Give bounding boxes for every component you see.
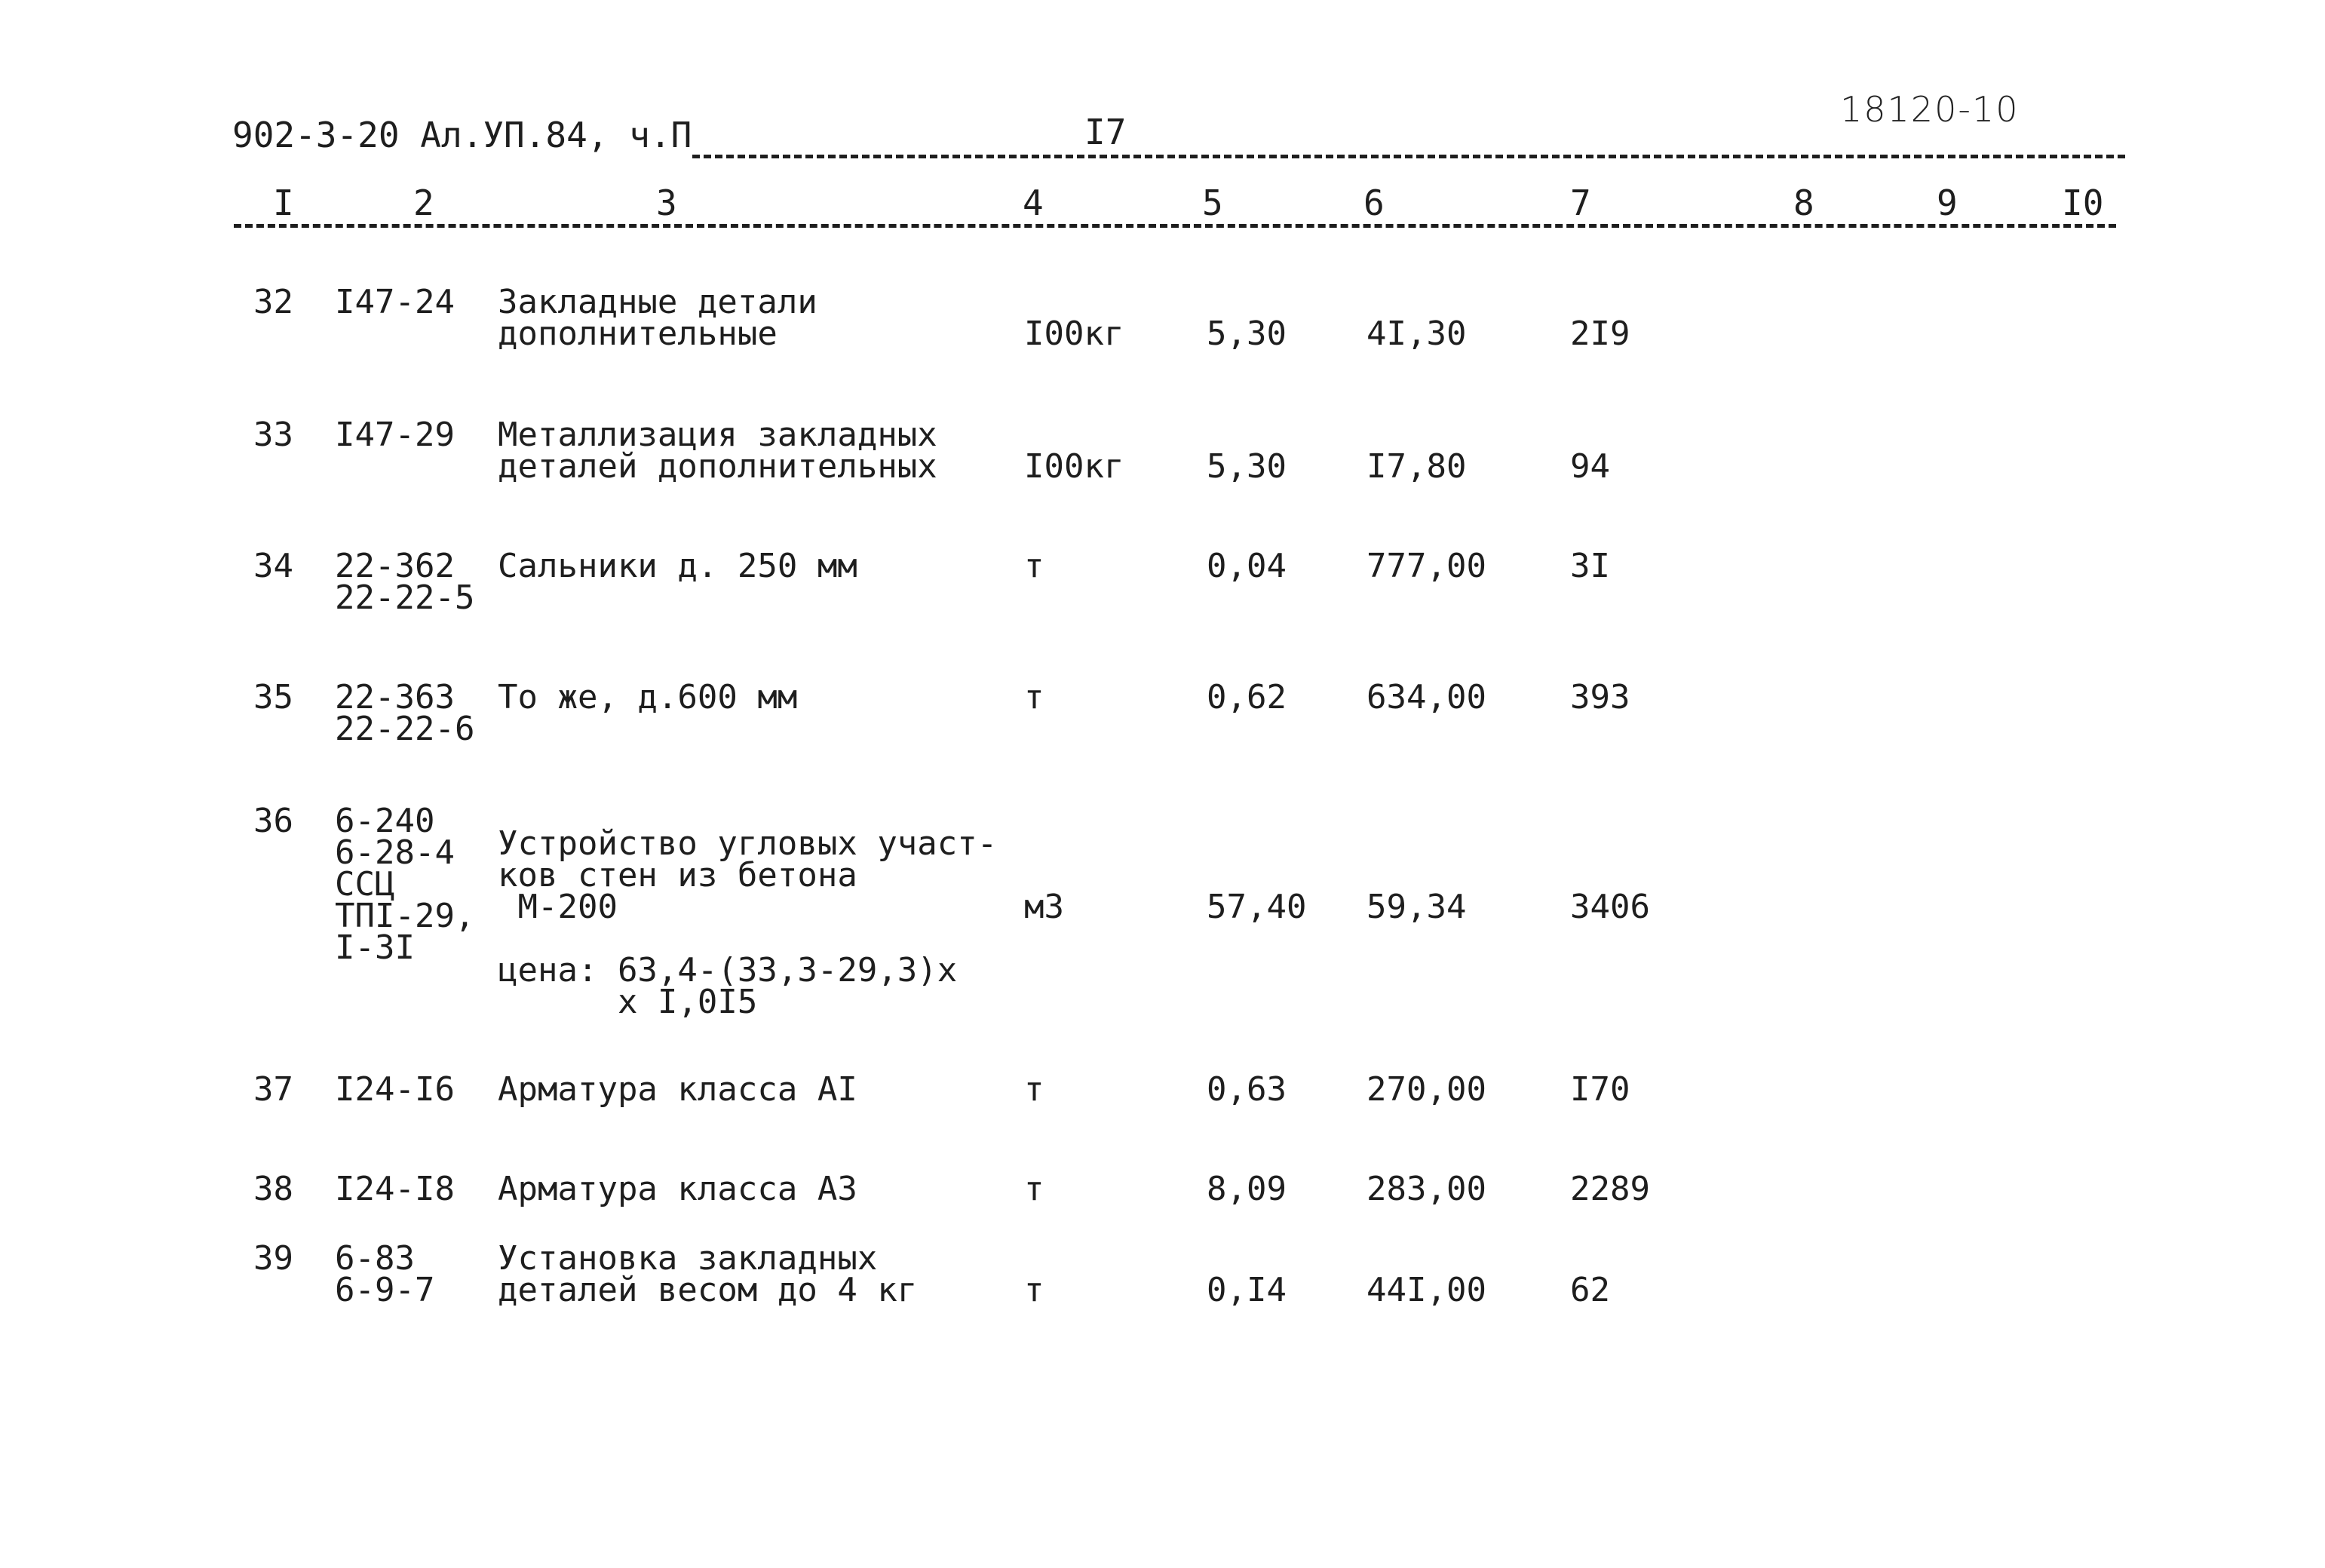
column-number-1: I <box>273 183 294 223</box>
row-unit: т <box>1024 1170 1044 1208</box>
row-total-cost: I70 <box>1570 1070 1630 1109</box>
row-unit: I00кг <box>1024 315 1124 353</box>
row-description-line: ков стен из бетона <box>498 856 857 894</box>
column-number-8: 8 <box>1793 183 1814 223</box>
row-code-line: 22-363 <box>335 678 455 716</box>
column-number-3: 3 <box>656 183 677 223</box>
row-code-line: 22-362 <box>335 547 455 585</box>
row-total-cost: 2289 <box>1570 1170 1650 1208</box>
row-description-line: Арматура класса АI <box>498 1070 857 1109</box>
row-number: 34 <box>253 547 293 585</box>
row-quantity: 0,I4 <box>1207 1271 1287 1309</box>
row-unit-price: I7,80 <box>1366 447 1467 486</box>
row-code-line: ТПI-29, <box>335 897 475 935</box>
row-code-line: 22-22-5 <box>335 578 475 617</box>
row-code-line: 6-83 <box>335 1239 415 1278</box>
row-total-cost: 393 <box>1570 678 1630 716</box>
column-number-9: 9 <box>1937 183 1958 223</box>
row-total-cost: 94 <box>1570 447 1610 486</box>
row-number: 33 <box>253 416 293 454</box>
row-quantity: 0,63 <box>1207 1070 1287 1109</box>
row-number: 35 <box>253 678 293 716</box>
row-code-line: 6-9-7 <box>335 1271 435 1309</box>
row-description-line: Установка закладных <box>498 1239 878 1278</box>
row-code-line: 22-22-6 <box>335 710 475 748</box>
row-description-line: Устройство угловых участ- <box>498 824 998 863</box>
row-description-line: Сальники д. 250 мм <box>498 547 857 585</box>
row-code-line: I-3I <box>335 928 415 967</box>
row-unit: т <box>1024 547 1044 585</box>
row-unit: т <box>1024 1070 1044 1109</box>
row-quantity: 0,04 <box>1207 547 1287 585</box>
column-number-4: 4 <box>1023 183 1044 223</box>
row-code-line: 6-240 <box>335 802 435 840</box>
column-numbers-dashed-rule <box>234 224 2116 228</box>
row-code-line: I47-24 <box>335 283 455 321</box>
row-number: 37 <box>253 1070 293 1109</box>
handwritten-archive-number: 18120-10 <box>1840 89 2020 130</box>
column-number-2: 2 <box>413 183 434 223</box>
row-unit: т <box>1024 1271 1044 1309</box>
row-number: 36 <box>253 802 293 840</box>
row-description-line: Закладные детали <box>498 283 817 321</box>
row-description-line: М-200 <box>498 888 618 926</box>
row-code-line: I24-I8 <box>335 1170 455 1208</box>
row-code-line: 6-28-4 <box>335 833 455 872</box>
row-description-line: деталей дополнительных <box>498 447 937 486</box>
row-quantity: 5,30 <box>1207 447 1287 486</box>
row-description-line: x I,0I5 <box>498 983 758 1021</box>
row-unit: I00кг <box>1024 447 1124 486</box>
row-code-line: I47-29 <box>335 416 455 454</box>
row-unit: м3 <box>1024 888 1064 926</box>
row-quantity: 0,62 <box>1207 678 1287 716</box>
row-total-cost: 3I <box>1570 547 1610 585</box>
row-code-line: ССЦ <box>335 865 395 904</box>
column-number-7: 7 <box>1570 183 1591 223</box>
column-number-10: I0 <box>2062 183 2104 223</box>
row-description-line: деталей весом до 4 кг <box>498 1271 918 1309</box>
row-description-line: Арматура класса АЗ <box>498 1170 857 1208</box>
row-total-cost: 2I9 <box>1570 315 1630 353</box>
row-unit-price: 4I,30 <box>1366 315 1467 353</box>
row-description-line: Металлизация закладных <box>498 416 937 454</box>
row-number: 32 <box>253 283 293 321</box>
header-dashed-rule <box>692 155 2125 158</box>
row-description-line: цена: 63,4-(33,3-29,3)x <box>498 951 958 990</box>
column-number-5: 5 <box>1202 183 1223 223</box>
row-unit-price: 634,00 <box>1366 678 1486 716</box>
row-quantity: 8,09 <box>1207 1170 1287 1208</box>
row-description-line: То же, д.600 мм <box>498 678 798 716</box>
column-number-6: 6 <box>1363 183 1385 223</box>
row-description-line: дополнительные <box>498 315 778 353</box>
row-unit-price: 777,00 <box>1366 547 1486 585</box>
row-number: 39 <box>253 1239 293 1278</box>
document-code: 902-3-20 Ал.УП.84, ч.П <box>232 115 692 155</box>
row-code-line: I24-I6 <box>335 1070 455 1109</box>
row-total-cost: 3406 <box>1570 888 1650 926</box>
row-unit-price: 283,00 <box>1366 1170 1486 1208</box>
row-unit-price: 44I,00 <box>1366 1271 1486 1309</box>
row-quantity: 5,30 <box>1207 315 1287 353</box>
row-total-cost: 62 <box>1570 1271 1610 1309</box>
row-quantity: 57,40 <box>1207 888 1307 926</box>
page-number: I7 <box>1084 112 1127 152</box>
row-unit: т <box>1024 678 1044 716</box>
row-number: 38 <box>253 1170 293 1208</box>
row-unit-price: 59,34 <box>1366 888 1467 926</box>
row-unit-price: 270,00 <box>1366 1070 1486 1109</box>
